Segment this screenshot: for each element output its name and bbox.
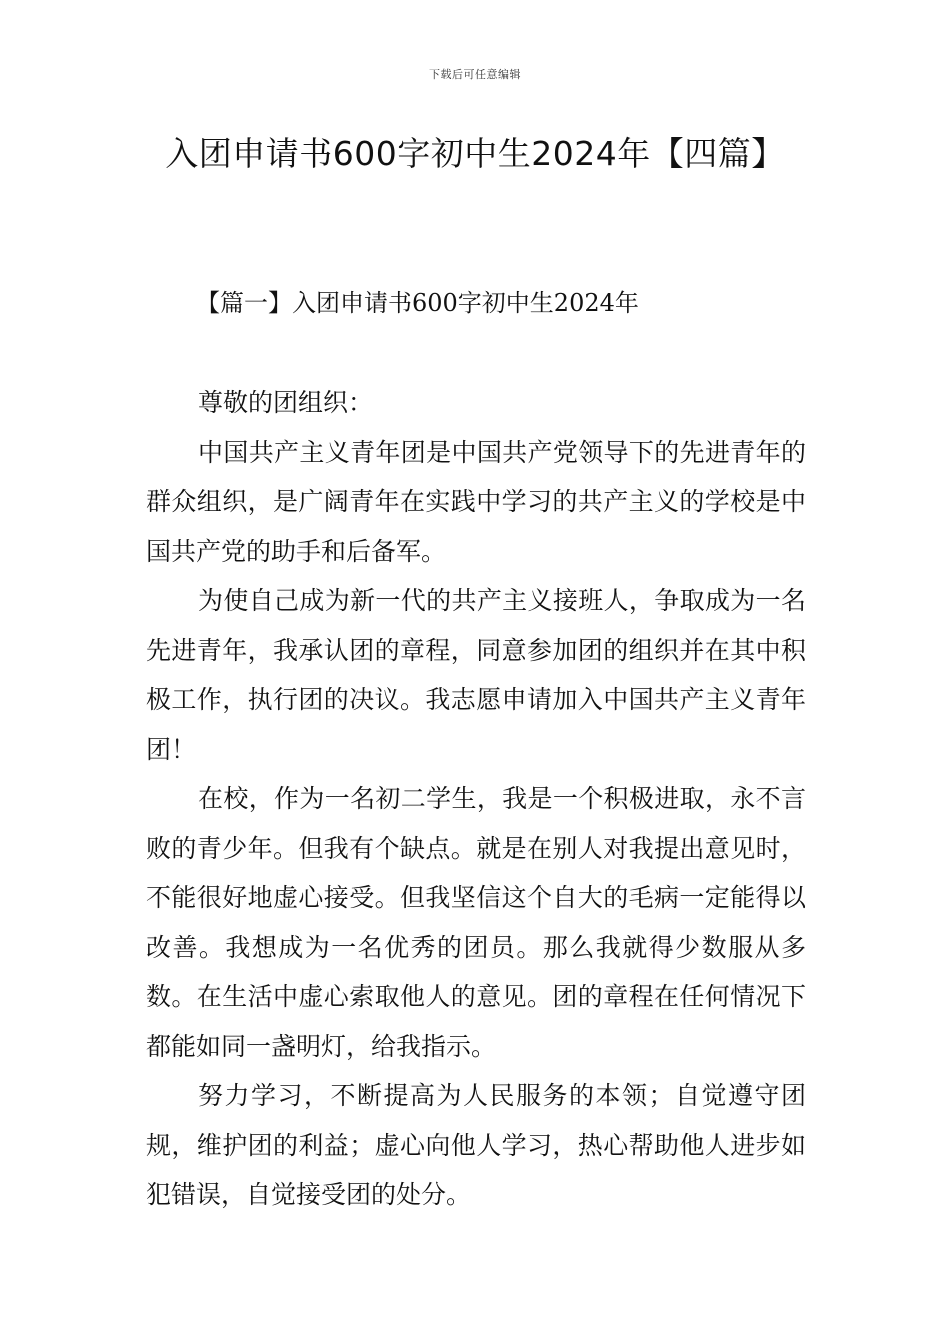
section-heading: 【篇一】入团申请书600字初中生2024年	[196, 289, 639, 317]
header-note: 下载后可任意编辑	[429, 68, 521, 81]
letter-body	[146, 378, 806, 1220]
body-paragraph: 中国共产主义青年团是中国共产党领导下的先进青年的群众组织，是广阔青年在实践中学习的共产主义的学校是中国共产党的助手和后备军。	[146, 437, 806, 566]
body-paragraph: 在校，作为一名初二学生，我是一个积极进取，永不言败的青少年。但我有个缺点。就是在别人对我提出意见时，不能很好地虚心接受。但我坚信这个自大的毛病一定能得以改善。我想成为一名优秀的团员。那么我就得少数服从多数。在生活中虚心索取他人的意见。团的章程在任何情况下都能如同一盏明灯，给我指示。	[146, 784, 806, 1061]
body-paragraph: 努力学习，不断提高为人民服务的本领；自觉遵守团规，维护团的利益；虚心向他人学习，热心帮助他人进步如犯错误，自觉接受团的处分。	[146, 1081, 806, 1209]
body-paragraph: 为使自己成为新一代的共产主义接班人，争取成为一名先进青年，我承认团的章程，同意参加团的组织并在其中积极工作，执行团的决议。我志愿申请加入中国共产主义青年团！	[146, 586, 806, 764]
salutation: 尊敬的团组织：	[198, 388, 374, 417]
document-title: 入团申请书600字初中生2024年【四篇】	[165, 134, 785, 173]
